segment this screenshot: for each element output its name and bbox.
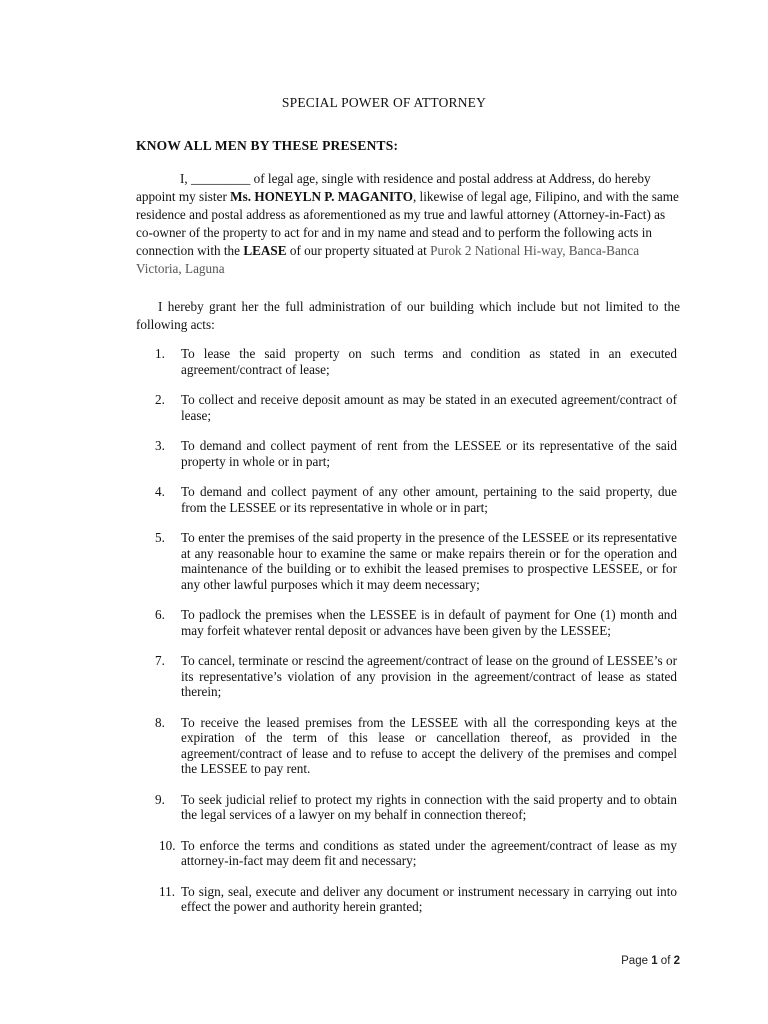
list-item-text: To cancel, terminate or rescind the agreement/contract of lease on the ground of LESSEE’s or its representative’s violation of any provision in the agreement/contract of lease as stated therein; — [181, 653, 677, 699]
total-pages: 2 — [673, 955, 680, 967]
list-item — [0, 715, 768, 777]
grant-paragraph: I hereby grant her the full administration of our building which include but not limited to the following acts: — [136, 299, 680, 332]
list-item-text: To collect and receive deposit amount as may be stated in an executed agreement/contract of lease; — [181, 392, 677, 423]
list-item-number: 4. — [155, 484, 165, 499]
list-item-number: 9. — [155, 791, 165, 807]
list-item-number: 8. — [155, 714, 165, 730]
list-item-number: 6. — [155, 607, 165, 622]
list-item — [0, 484, 768, 515]
page-number — [621, 955, 680, 967]
list-item — [0, 438, 768, 469]
list-item — [0, 530, 768, 592]
of-word: of — [660, 955, 671, 967]
current-page: 1 — [651, 955, 658, 967]
intro-text-3: of our property situated at — [286, 243, 431, 258]
list-item-text: To receive the leased premises from the LESSEE with all the corresponding keys at the expiration of the term of this lease or cancellation thereof, as provided in the agreement/contract of lease and to refuse to accept the delivery of the premises and compel the LESSEE to pay rent. — [181, 714, 677, 776]
list-item — [0, 607, 768, 638]
list-item-number: 7. — [155, 653, 165, 668]
list-item-text: To demand and collect payment of any other amount, pertaining to the said property, due from the LESSEE or its representative in whole or in part; — [181, 484, 677, 515]
list-item-number: 11. — [159, 883, 175, 899]
property-location: Purok 2 National Hi-way, Banca-Banca Victoria, Laguna — [136, 243, 640, 276]
list-item — [0, 838, 768, 869]
list-item-text: To enforce the terms and conditions as stated under the agreement/contract of lease as my attorney-in-fact may deem fit and necessary; — [181, 837, 677, 868]
list-item — [0, 792, 768, 823]
list-item-text: To demand and collect payment of rent from the LESSEE or its representative of the said property in whole or in part; — [181, 438, 677, 469]
intro-text-1: I, _________ of legal age, single with residence and postal address at Address, do hereby appoint my sister — [136, 171, 651, 204]
list-item — [0, 346, 768, 377]
intro-paragraph — [136, 170, 680, 278]
list-item-text: To enter the premises of the said property in the presence of the LESSEE or its representative at any reasonable hour to examine the same or make repairs therein or for the operation and maintenance of the building or to exhibit the leased premises to prospective LESSEE, or for any other lawful purposes which it may deem necessary; — [181, 530, 677, 592]
list-item-number: 2. — [155, 392, 165, 407]
document-title: SPECIAL POWER OF ATTORNEY — [281, 95, 487, 110]
list-item — [0, 653, 768, 700]
list-item-number: 10. — [159, 837, 176, 853]
list-item-text: To seek judicial relief to protect my rights in connection with the said property and to obtain the legal services of a lawyer on my behalf in connection thereof; — [181, 791, 677, 822]
list-item-text: To lease the said property on such terms and condition as stated in an executed agreement/contract of lease; — [181, 346, 677, 377]
list-item-number: 1. — [155, 346, 165, 361]
page-word: Page — [621, 955, 648, 967]
list-item-number: 5. — [155, 530, 165, 545]
list-item-text: To sign, seal, execute and deliver any document or instrument necessary in carrying out into effect the power and authority herein granted; — [181, 883, 677, 914]
acts-list — [0, 346, 768, 930]
list-item — [0, 884, 768, 915]
list-item-text: To padlock the premises when the LESSEE is in default of payment for One (1) month and may forfeit whatever rental deposit or advances have been given by the LESSEE; — [181, 607, 677, 638]
attorney-name: Ms. HONEYLN P. MAGANITO — [230, 189, 413, 204]
list-item-number: 3. — [155, 438, 165, 453]
lease-keyword: LEASE — [243, 243, 287, 258]
document-heading: KNOW ALL MEN BY THESE PRESENTS: — [136, 138, 399, 153]
list-item — [0, 392, 768, 423]
intro-text-2: , likewise of legal age, Filipino, and with the same residence and postal address as aforementioned as my true and lawful attorney (Attorney-in-Fact) as co-owner of the property to act for and in my name and stead and to perform the following acts in connection with the — [136, 189, 679, 258]
